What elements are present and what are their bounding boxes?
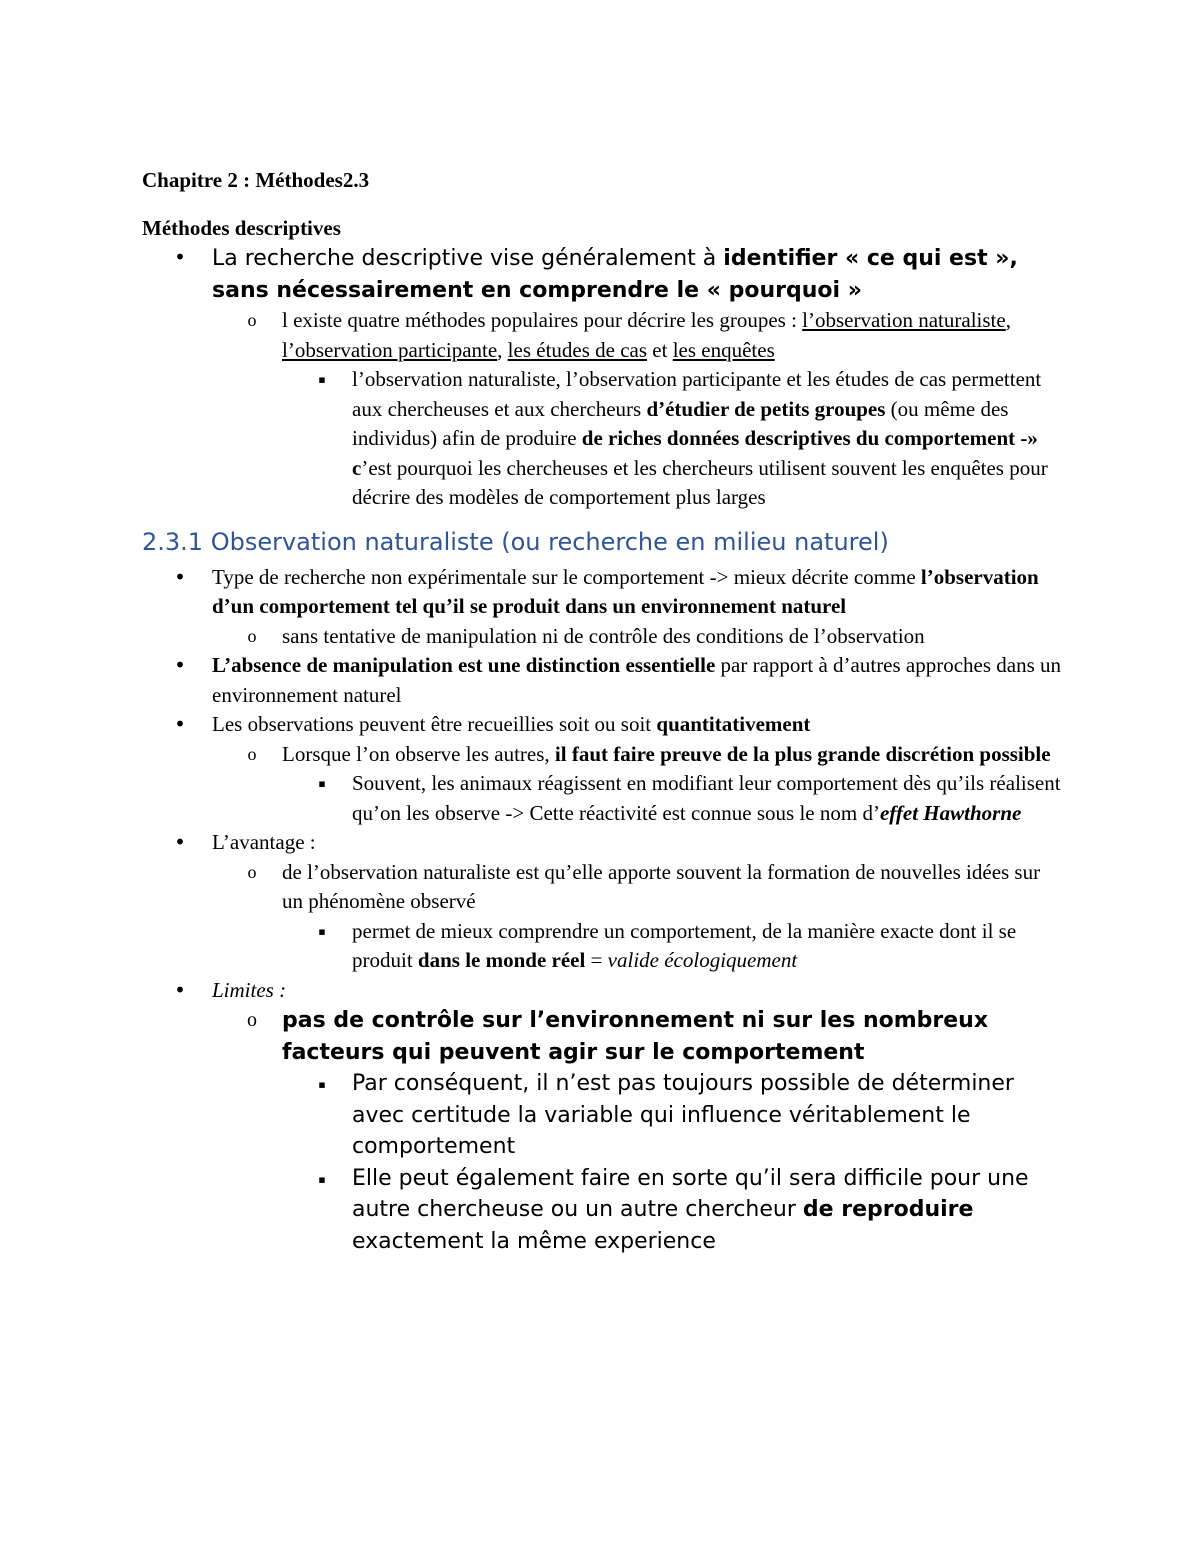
bullet-dot: • [174,977,186,1002]
bullet-dot: • [174,830,186,854]
list-item: ▪ Souvent, les animaux réagissent en modifiant leur comportement dès qu’ils réalisent qu’on les observe -> Cette réactivité est connue sous le nom d’effet Hawthorne [142,769,1062,828]
list-item: o de l’observation naturaliste est qu’elle apporte souvent la formation de nouvelles idées sur un phénomène observé [142,858,1062,917]
bullet-circle: o [247,743,257,764]
document-content [142,166,1062,1257]
intro-sublist [142,306,1062,513]
list-item: ▪ permet de mieux comprendre un comportement, de la manière exacte dont il se produit dans le monde réel = valide écologiquement [142,917,1062,976]
bullet-dot: • [174,712,186,736]
list-item: • Les observations peuvent être recueillies soit ou soit quantitativement [142,710,1062,740]
bullet-square: ▪ [318,777,326,790]
bullet-square: ▪ [318,1078,326,1091]
list-item: • L’absence de manipulation est une distinction essentielle par rapport à d’autres approches dans un environnement naturel [142,651,1062,710]
methods-paragraph: l existe quatre méthodes populaires pour décrire les groupes : l’observation naturaliste, l’observation participante, les études de cas et les enquêtes [282,308,1011,362]
intro-list [142,243,1062,306]
section-heading: Méthodes descriptives [142,215,341,240]
bullet-circle: o [247,861,257,882]
bullet-dot: • [174,245,186,269]
bullet-square: ▪ [318,924,326,938]
list-item: • Type de recherche non expérimentale sur le comportement -> mieux décrite comme l’observation d’un comportement tel qu’il se produit dans un environnement naturel [142,563,1062,622]
list-item: o sans tentative de manipulation ni de contrôle des conditions de l’observation [142,622,1062,652]
list-item: • Limites : [142,976,1062,1006]
naturalist-list [142,563,1062,1258]
subsection-heading: 2.3.1 Observation naturaliste (ou recherche en milieu naturel) [142,527,889,556]
list-item [142,365,1062,513]
bullet-square: ▪ [318,373,326,386]
bullet-circle: o [247,625,257,646]
chapter-title: Chapitre 2 : Méthodes2.3 [142,168,370,192]
intro-paragraph: La recherche descriptive vise généralement à identifier « ce qui est », sans nécessairement en comprendre le « pourquoi » [212,246,1018,303]
list-item: • L’avantage : [142,828,1062,858]
list-item: ▪ Elle peut également faire en sorte qu’il sera difficile pour une autre chercheuse ou un autre chercheur de reproduire exactement la même experience [142,1163,1062,1258]
bullet-dot: • [174,564,186,589]
list-item: o pas de contrôle sur l’environnement ni sur les nombreux facteurs qui peuvent agir sur le comportement [142,1005,1062,1068]
bullet-circle: o [247,1009,257,1031]
bullet-dot: • [174,653,186,677]
bullet-square: ▪ [318,1172,326,1186]
methods-detail-paragraph: l’observation naturaliste, l’observation participante et les études de cas permettent aux chercheuses et aux chercheurs d’étudier de petits groupes (ou même des individus) afin de produire de riches données descriptives du comportement -» c’est pourquoi les chercheuses et les chercheurs utilisent souvent les enquêtes pour décrire des modèles de comportement plus larges [352,367,1048,509]
list-item: ▪ Par conséquent, il n’est pas toujours possible de déterminer avec certitude la variable qui influence véritablement le comportement [142,1068,1062,1163]
list-item [142,306,1062,365]
list-item [142,243,1062,306]
list-item: o Lorsque l’on observe les autres, il faut faire preuve de la plus grande discrétion possible [142,740,1062,770]
bullet-circle: o [247,310,257,330]
